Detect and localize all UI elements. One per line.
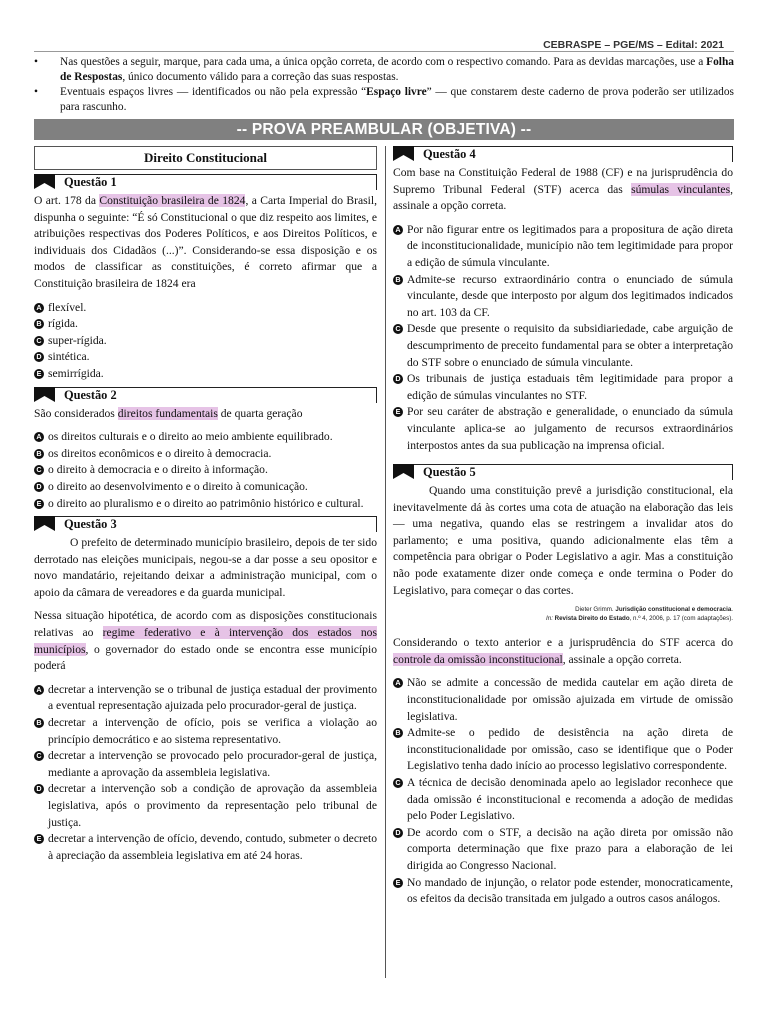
option-letter-icon: E [393,878,403,888]
question-stem [34,193,377,293]
question-flag-icon [393,464,414,479]
option-letter-icon: B [34,718,44,728]
stem-text: Considerando o texto anterior e a jurisprudência do STF acerca do [393,636,733,650]
question-quote: Quando uma constituição prevê a jurisdição constitucional, ela inevitavelmente dá às cortes uma cota de atuação na elaboração das leis — uma negativa, quando elas se restringem a invalidar atos do parlamento; e uma positiva, quando adicionalmente elas têm a competência para obrigar o Poder Legislativo a agir. Mas a constituição não pode exatamente dizer onde começa e onde termina o Poder do Legislativo, para começar o das cortes. [393,484,733,597]
answer-option[interactable] [34,300,377,317]
question-label: Questão 1 [64,175,117,189]
answer-option[interactable] [393,775,733,825]
option-text: decretar a intervenção se o tribunal de justiça estadual der provimento a eventual representação ajuizada pelo procurador-geral de justiça. [48,682,377,713]
instruction-item [34,55,734,85]
option-text: os direitos culturais e o direito ao meio ambiente equilibrado. [48,430,333,444]
question-flag-icon [34,516,55,531]
question-stem [393,165,733,215]
question-header [34,516,377,532]
answer-option[interactable] [34,366,377,383]
section-title: Direito Constitucional [34,146,377,170]
option-text: Desde que presente o requisito da subsidiariedade, cabe arguição de descumprimento de preceito fundamental para se obter a interpretação do STF sobre o enunciado de súmula vinculante. [407,322,733,369]
option-text: decretar a intervenção se provocado pelo procurador-geral de justiça, mediante a aprovação da assembleia legislativa. [48,749,377,779]
answer-option[interactable] [393,272,733,322]
exam-banner: -- PROVA PREAMBULAR (OBJETIVA) -- [34,119,734,140]
stem-text: , assinale a opção correta. [393,182,734,213]
option-text: o direito à democracia e o direito à informação. [48,463,268,477]
highlighted-text: regime federativo e à intervenção dos estados nos municípios [34,626,377,656]
instruction-bold: Folha de Respostas [60,56,734,83]
option-text: rígida. [48,317,78,331]
question-label: Questão 3 [64,517,117,532]
option-letter-icon: E [34,369,44,379]
stem-text: , assinale a opção correta. [562,652,682,666]
stem-text: , a Carta Imperial do Brasil, dispunha o seguinte: “É só Constitucional o que diz respeito aos limites, e atribuições respectivas dos Poderes Políticos, e aos Direitos Políticos, e individuais dos Cidadãos (...)”. Considerando-se essa disposição e os modos de classificar as constituições, é correto afirmar que a Constituição brasileira de 1824 era [34,194,377,290]
answer-option[interactable] [34,316,377,333]
right-column [393,146,733,908]
answer-option[interactable] [34,333,377,350]
option-letter-icon: D [34,352,44,362]
question-header [34,387,377,403]
stem-text: O art. 178 da [34,194,100,207]
option-text: os direitos econômicos e o direito à democracia. [48,446,272,460]
highlighted-text: direitos fundamentais [117,406,218,420]
option-letter-icon: E [393,407,403,417]
option-text: A técnica de decisão denominada apelo ao legislador reconhece que dada omissão é inconstitucional e recomenda a adoção de medidas pelo Poder Legislativo. [407,776,733,823]
option-letter-icon: C [393,778,403,788]
option-text: No mandado de injunção, o relator pode estender, monocraticamente, os efeitos da decisão transitada em julgado a outros casos análogos. [407,875,733,906]
bullet: • [34,86,38,98]
stem-text: Nessa situação hipotética, de acordo com as disposições constitucionais relativas ao [34,609,377,640]
citation-author: Dieter Grimm. [575,606,616,614]
citation-title: Jurisdição constitucional e democracia [615,606,732,614]
instruction-text: Nas questões a seguir, marque, para cada uma, a única opção correta, de acordo com o respectivo comando. Para as devidas marcações, use a [60,56,707,68]
option-text: o direito ao pluralismo e o direito ao patrimônio histórico e cultural. [48,496,364,510]
question-stem [34,608,377,674]
answer-option[interactable] [34,831,377,864]
question-label: Questão 5 [423,465,476,480]
option-letter-icon: B [393,275,403,285]
option-letter-icon: C [34,465,44,475]
question-flag-icon [34,174,55,189]
option-letter-icon: E [34,834,44,844]
citation-rest: , n.º 4, 2006, p. 17 (com adaptações). [629,615,733,623]
answer-option[interactable] [393,825,733,875]
option-letter-icon: A [34,685,44,695]
question-header [393,464,733,480]
bullet: • [34,56,38,68]
question-header [393,146,733,162]
option-letter-icon: B [393,728,403,738]
instruction-bold: Espaço livre [366,86,427,98]
answer-option[interactable] [34,479,377,496]
option-letter-icon: D [393,828,403,838]
question-flag-icon [34,387,55,402]
option-text: decretar a intervenção de ofício, pois se verifica a violação ao princípio democrático e ao sistema representativo. [48,716,377,746]
answer-option[interactable] [34,682,377,715]
option-text: De acordo com o STF, a decisão na ação direta por omissão não comporta determinação que fixe prazo para a elaboração de lei dirigida ao Congresso Nacional. [407,825,733,872]
option-letter-icon: C [393,324,403,334]
quote-citation: Dieter Grimm. Jurisdição constitucional e democracia. In: Revista Direito do Estado, n.º 4, 2006, p. 17 (com adaptações). [546,606,733,623]
citation-journal: Revista Direito do Estado [554,615,630,623]
answer-option[interactable] [393,725,733,775]
answer-option[interactable] [34,446,377,463]
option-letter-icon: D [34,784,44,794]
header-divider [34,51,734,52]
option-text: Admite-se o pedido de desistência na ação direta de inconstitucionalidade por omissão, caso se identifique que o Poder Legislativo tenha dado início ao processo legislativo correspondente. [407,726,733,773]
option-text: Por seu caráter de abstração e generalidade, o enunciado da súmula vinculante aplica-se ao julgamento de recursos extraordinários interpostos antes da sua publicação na imprensa oficial. [407,405,733,452]
option-text: decretar a intervenção sob a condição de aprovação da assembleia legislativa, após o provimento da representação pelo tribunal de justiça. [48,782,377,829]
option-text: o direito ao desenvolvimento e o direito à comunicação. [48,479,308,493]
option-text: Não se admite a concessão de medida cautelar em ação direta de inconstitucionalidade por omissão ajuizada em virtude de omissão legislativa. [407,676,733,723]
answer-option[interactable] [34,349,377,366]
option-text: sintética. [48,350,90,364]
option-text: flexível. [48,300,87,314]
answer-option[interactable] [34,496,377,513]
option-letter-icon: A [34,303,44,313]
question-header [34,174,377,190]
option-text: Admite-se recurso extraordinário contra o enunciado de súmula vinculante, desde que interposto por algum dos legitimados indicados no art. 103 da CF. [407,272,733,319]
option-letter-icon: A [34,432,44,442]
question-scenario: O prefeito de determinado município brasileiro, depois de ter sido derrotado nas eleições municipais, negou-se a dar posse a seu opositor e novo mandatário, rejeitando deixar a administração municipal, com o apoio da câmara de vereadores e da guarda municipal. [34,536,377,599]
stem-text: de quarta geração [217,406,303,420]
exam-header: CEBRASPE – PGE/MS – Edital: 2021 [543,39,724,51]
highlighted-text: Constituição brasileira de 1824 [99,194,246,207]
answer-option[interactable] [393,875,733,908]
left-column [34,146,377,864]
instruction-text: ” — que constarem deste caderno de prova poderão ser utilizados para rascunho. [60,86,734,113]
option-text: decretar a intervenção de ofício, devendo, contudo, submeter o decreto à apreciação da assembleia legislativa em até 24 horas. [48,832,377,862]
question-flag-icon [393,146,414,161]
question-label: Questão 2 [64,387,117,402]
column-divider [385,146,386,978]
answer-option[interactable] [34,748,377,781]
answer-option[interactable] [393,675,733,725]
option-letter-icon: D [393,374,403,384]
option-letter-icon: C [34,751,44,761]
option-letter-icon: E [34,499,44,509]
option-letter-icon: B [34,319,44,329]
highlighted-text: súmulas vinculantes [631,182,731,196]
answer-option[interactable] [34,429,377,446]
instruction-item [34,85,734,115]
instruction-text: , único documento válido para a correção das suas respostas. [122,71,399,83]
option-letter-icon: B [34,449,44,459]
option-letter-icon: C [34,336,44,346]
answer-option[interactable] [393,222,733,272]
option-letter-icon: A [393,678,403,688]
option-text: semirrígida. [48,366,104,380]
instruction-text: Eventuais espaços livres — identificados ou não pela expressão “ [60,86,367,98]
answer-option[interactable] [34,781,377,831]
instructions [34,55,734,115]
answer-option[interactable] [34,715,377,748]
citation-in: In: [546,615,555,623]
answer-option[interactable] [393,371,733,404]
answer-option[interactable] [34,462,377,479]
question-label: Questão 4 [423,147,476,161]
stem-text: São considerados [34,406,118,420]
option-text: Por não figurar entre os legitimados para a propositura de ação direta de inconstitucionalidade, município não tem legitimidade para propor a edição de súmula vinculante. [407,222,733,269]
option-text: super-rígida. [48,333,107,347]
answer-option[interactable] [393,404,733,454]
highlighted-text: controle da omissão inconstitucional [393,652,563,666]
option-letter-icon: D [34,482,44,492]
option-text: Os tribunais de justiça estaduais têm legitimidade para propor a edição de súmulas vinculantes no STF. [407,372,733,402]
option-letter-icon: A [393,225,403,235]
question-stem [393,635,733,668]
stem-text: , o governador do estado onde se encontra esse município poderá [34,642,377,673]
question-stem [34,406,377,423]
answer-option[interactable] [393,321,733,371]
stem-text: Com base na Constituição Federal de 1988 (CF) e na jurisprudência do Supremo Tribunal Federal (STF) acerca das [393,166,733,196]
